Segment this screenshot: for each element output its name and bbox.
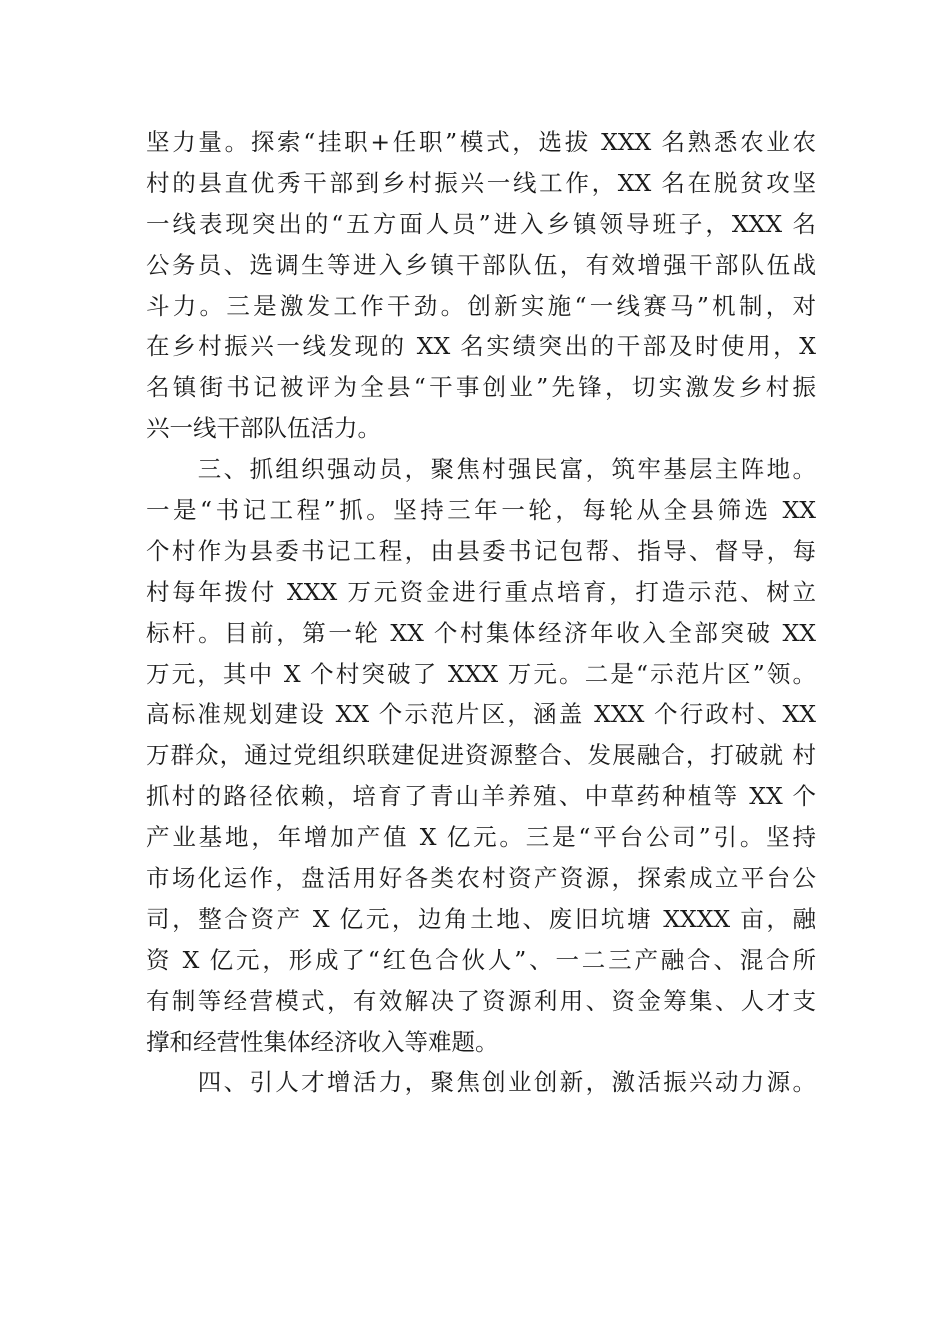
text-line: 资 X 亿元，形成了“红色合伙人”、一二三产融合、混合所 bbox=[146, 945, 816, 974]
text-line: 有制等经营模式，有效解决了资源利用、资金筹集、人才支 bbox=[146, 986, 816, 1015]
text-line: 市场化运作，盘活用好各类农村资产资源，探索成立平台公 bbox=[146, 864, 816, 893]
text-line: 万元，其中 X 个村突破了 XXX 万元。二是“示范片区”领。 bbox=[146, 659, 816, 688]
text-line: 一是“书记工程”抓。坚持三年一轮，每轮从全县筛选 XX bbox=[146, 496, 816, 525]
document-body bbox=[146, 122, 816, 1103]
text-line: 斗力。三是激发工作干劲。创新实施“一线赛马”机制，对 bbox=[146, 291, 816, 320]
text-line: 标杆。目前，第一轮 XX 个村集体经济年收入全部突破 XX bbox=[146, 618, 816, 647]
text-line: 在乡村振兴一线发现的 XX 名实绩突出的干部及时使用，X bbox=[146, 332, 816, 361]
text-line: 高标准规划建设 XX 个示范片区，涵盖 XXX 个行政村、XX bbox=[146, 700, 816, 729]
text-line: 公务员、选调生等进入乡镇干部队伍，有效增强干部队伍战 bbox=[146, 250, 816, 279]
text-line: 一线表现突出的“五方面人员”进入乡镇领导班子，XXX 名 bbox=[146, 209, 816, 238]
text-line: 名镇街书记被评为全县“干事创业”先锋，切实激发乡村振 bbox=[146, 373, 816, 402]
text-line: 兴一线干部队伍活力。 bbox=[146, 414, 381, 443]
text-line: 万群众，通过党组织联建促进资源整合、发展融合，打破就 村 bbox=[146, 741, 816, 770]
text-line: 村的县直优秀干部到乡村振兴一线工作，XX 名在脱贫攻坚 bbox=[146, 168, 816, 197]
text-line: 个村作为县委书记工程，由县委书记包帮、指导、督导，每 bbox=[146, 536, 816, 565]
text-line: 撑和经营性集体经济收入等难题。 bbox=[146, 1027, 499, 1056]
text-line: 四、引人才增活力，聚焦创业创新，激活振兴动力源。 bbox=[146, 1068, 816, 1097]
text-line: 抓村的路径依赖，培育了青山羊养殖、中草药种植等 XX 个 bbox=[146, 782, 816, 811]
text-line: 司，整合资产 X 亿元，边角土地、废旧坑塘 XXXX 亩，融 bbox=[146, 904, 816, 933]
text-line: 产业基地，年增加产值 X 亿元。三是“平台公司”引。坚持 bbox=[146, 823, 816, 852]
text-line: 坚力量。探索“挂职+任职”模式，选拔 XXX 名熟悉农业农 bbox=[146, 128, 816, 156]
text-line: 三、抓组织强动员，聚焦村强民富，筑牢基层主阵地。 bbox=[146, 455, 816, 484]
text-line: 村每年拨付 XXX 万元资金进行重点培育，打造示范、树立 bbox=[146, 577, 816, 606]
